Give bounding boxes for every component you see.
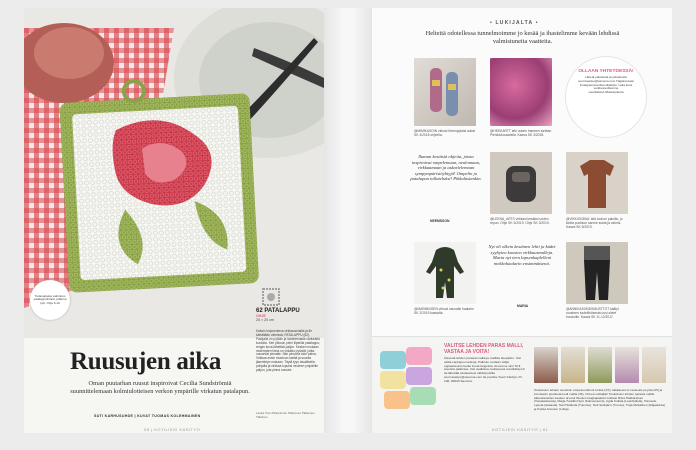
contest-model-3 bbox=[588, 347, 612, 383]
potholder-thumbnail-icon bbox=[262, 288, 280, 306]
contest-model-4 bbox=[615, 347, 639, 383]
caption-6: @ANNIKASONDSMUSTTOT käälyt rousteen tuulelihöisesta uusi sileet housuille. Kaava SK 11-12/2017. bbox=[566, 307, 619, 319]
intro-text: Helteitä odotellessa tunnelmoimme jo kesää ja ihastelimme kevään lehdissä valmistuneita vaatteita. bbox=[425, 30, 620, 45]
pattern-text: Kaksin kirjoneuleva virkkausmallia ja tiir kärtältään väreissä, PATALAPPU (62). Patojalla on pyhiän ja loisteleimalla värikkäitä kuvioita. Sen pilkoon pieni lilpteilla patalappu; rengin kuva lähettää paljon. Kesken mukaan molempien linna on virkattu pylväät, jotka nousevat pinnalle. Niin pinsoria toim palna. Virkkaa ensin muotoon karttä ja suunta jäsentelyn mukaan. Täytä tyyn tavallisella pohjalla ja virkkaa lopuksi neuleen ympärille paljon, jota pinna nousee. bbox=[256, 329, 320, 373]
contest-winners: Toukokuun lehden suosituin ompeluenalli oli tunika (XX), laikkasoneni neuleoile peysta (25) ja innostavin poolamannedi mallia (46). Onnea voittajille! Toukokuun lehden parasta mallia äänestäneiden kesken arvotut Woolen langkapaketit voittivat Ritva Hakkarainen (Voisalaiskesta), Marja-Tuulikki Nyrö (Kalvosmiemi), Agda Kullala (Leskhyläsla), Hanneile Lepola (Akaasia), Sari Heikkola (Tuuntso), Noti Selinjärvi (Turuso), Tuija Mettalinen (Rajaskinta) ja Kukka Antunen (Lohja). bbox=[534, 388, 665, 411]
contest-model-5 bbox=[642, 347, 666, 383]
section-header-right: • LUKIJALTA • bbox=[490, 20, 539, 26]
pattern-title: PATALAPPU bbox=[264, 308, 300, 314]
lead-text: Oman puutarhan ruusut inspiroivat Cecilia Sundströmiä suunnittelemaan kolmiulotteisen verkon ympärille virkatun patalapun. bbox=[70, 380, 250, 395]
pattern-size: 20 × 20 cm bbox=[256, 318, 274, 322]
quote-1: Ihanan kesäisiä ohjeita, joista inspiroivat ompelemaan, neulomaan, virkkaamaan ja askartelemaan sympympäristöyhtyjä! Ompelin jo patalapun tullateluksi! Pikkulasiankin. bbox=[410, 154, 482, 182]
info-badge bbox=[30, 280, 70, 320]
folio-left: 58 | KOTILIESI KÄSITYÖ bbox=[144, 427, 201, 432]
credits: SUTI KARHUSUHDE | KUVAT TUOMAS KOLEHMAINEN bbox=[94, 414, 201, 418]
reader-photo-overall bbox=[414, 242, 476, 304]
yarn-footer: Lanka Tuto Pikkunimen Pikkuinen Pikkuinen Tähtinen bbox=[256, 411, 315, 419]
reader-photo-shirt bbox=[566, 152, 628, 214]
book-spine bbox=[324, 8, 372, 433]
folio-right: KOTILIESI KÄSITYÖ | 61 bbox=[492, 427, 549, 432]
caption-1: @MIMIKASOIN virkosi lihvimppiaisi sukat SK 4/2018 ohjeella. bbox=[414, 129, 475, 137]
reader-photo-trousers bbox=[566, 242, 628, 304]
reader-photo-backpack bbox=[490, 152, 552, 214]
contest-model-2 bbox=[561, 347, 585, 383]
pattern-number: 62 bbox=[256, 308, 263, 314]
reader-photo-tunic bbox=[490, 58, 552, 126]
headline: Ruusujen aika bbox=[70, 348, 222, 375]
pattern-box bbox=[256, 288, 320, 322]
badge-text: Tuttavarjasta valmistuu patalappuihinkin pulkinut työt. Ohje 6-10 bbox=[33, 293, 67, 305]
left-page bbox=[24, 8, 324, 433]
contact-body: Lähetä palautetta ja juttuideoita suuri.kasitoo@sanoma.com Tägää kuvasi Instagramissa #suurikäsityö. Laita kuva verkkosivuillemme suurikäsityö.fi/käsityökerta bbox=[578, 75, 634, 95]
yarn-stack-photo bbox=[378, 345, 440, 425]
quote-2-author: MARIA bbox=[517, 304, 529, 308]
quote-2: Nyt oli olkein kesäinen lehti ja kädet syyhyten kuosien virkkausmalleja. Maria nyt teen lapsenkaplelleni mekkohaalarin ensimmäisenä. bbox=[488, 244, 556, 266]
contest-title: VALITSE LEHDEN PARAS MALLI, VASTAA JA VOITA! bbox=[444, 343, 524, 355]
reader-photo-socks bbox=[414, 58, 476, 126]
right-page bbox=[372, 8, 672, 433]
caption-2: @HEKEARTT teki uuden hameen tunikan Pienikkä-kaavalla. Kaava SK 3/2018. bbox=[490, 129, 552, 137]
caption-4: @VIKKIONDIAL sitä tuohon paloillu, jo klotta puolison sanine sukat ja valmis. Kaava SK 5/2019. bbox=[566, 217, 623, 229]
contact-circle bbox=[565, 56, 647, 138]
contest-model-1 bbox=[534, 347, 558, 383]
contact-title: OLLAAN YHTEYDESSÄ! bbox=[578, 69, 634, 74]
caption-5: @MARMINGEN virkosi vauvalle haalarin SK 2/2019 kaavalla. bbox=[414, 307, 474, 315]
quote-1-author: NEEMSSON bbox=[430, 219, 450, 223]
caption-3: @LEENA_ARTS virkkasi kesäksi uuden repun. Ohje SK 3/2019. Ohje SK 3/2019. bbox=[490, 217, 550, 225]
contest-body: Äänestä lehden parasta mallia ja mallilas itkupallon. Voit valita Lankapuu lankoja. Palkinto voidaan välijä oppaanleunin kerän kuvat langoista. Arvomme viisi 70 € arvoista palkintoa. Voit osallistua osoitteessa suurikäsityö.fi tai lähettää vastauksesi sähköpostilla suuri.kasityo@sanoma.com tai postitse Suuri Käsityö, PL 100, 00040 Sanoma. bbox=[444, 356, 525, 383]
contest-band bbox=[372, 336, 672, 433]
pattern-sub: OHJE bbox=[256, 314, 266, 318]
